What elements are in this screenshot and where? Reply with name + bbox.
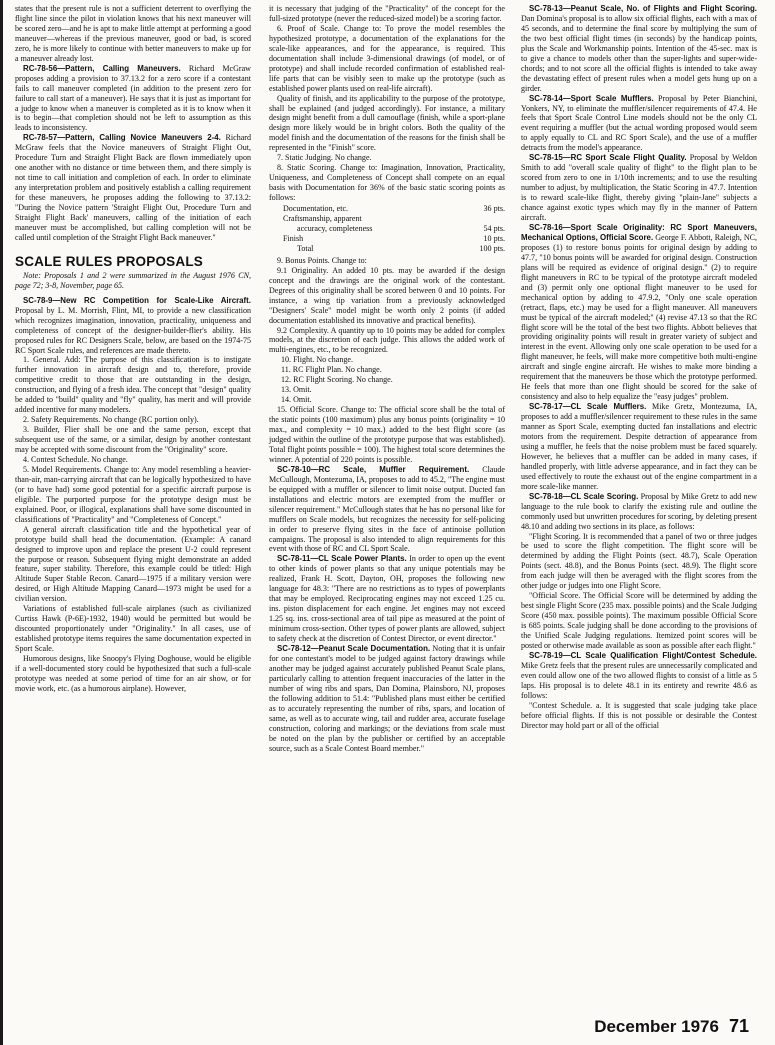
proposal-heading: SC-78-14—Sport Scale Mufflers. (529, 93, 654, 103)
paragraph: Humorous designs, like Snoopy's Flying Doghouse, would be eligible if a well-documented story could be hypothesized that such a full-scale prototype was needed at some period of time for an air show, or for movie work, etc. (as a humorous airplane). However, (15, 654, 251, 693)
paragraph: states that the present rule is not a sufficient deterrent to overflying the flight line since the pilot in violation knows that his next maneuver will be scored zero—and he is apt to make little attempt at performing a good maneuver—whereas if the previous maneuver, good or bad, is scored zero, he is more likely to continue with better maneuvers to make up for a maneuver already lost. (15, 4, 251, 63)
proposal-body: Mike Gretz, Montezuma, IA, proposes to add a muffler/silencer requirement to these rules in the same manner as Sport Scale, exempting ducted fan installations and electric motors from the requirement. Despite detraction of appearance from using a muffler, he feels that the noise problem must be faced squarely. However, he believes that a muffler can be added in many cases, if handled properly, with little adverse appearance, and in fact they can be used effectively to route the exhaust out of the engine compartment in a more scale-like manner. (521, 402, 757, 491)
paragraph: 9.1 Originality. An added 10 pts. may be awarded if the design concept and the drawings are the original work of the contestant. Degrees of this originality shall be scored between 0 and 10 points. For instance, a wing tip variation from a previously acknowledged "Designers' Scale" model might be worth only 2 points (if added documentation established its innovative and practical benefits). (269, 265, 505, 325)
paragraph: 4. Contest Schedule. No change. (23, 454, 128, 464)
proposal-body: Proposal by L. M. Morrish, Flint, MI, to provide a new classification which recognizes imagination, innovation, practicality, uniqueness and completeness of concept of the designer-builder-flier's ability. His proposed rules for RC Designers Scale, below, are based on the 1974-75 RC Sport Scale rules, and references are made thereto. (15, 305, 251, 355)
section-note: Note: Proposals 1 and 2 were summarized in the August 1976 CN, page 72; 3-8, November, page 65. (15, 270, 251, 290)
proposal-sc-78-12 (269, 644, 505, 753)
score-points: 10 pts. (483, 233, 505, 243)
score-label: accuracy, completeness (297, 223, 373, 233)
paragraph: 6. Proof of Scale. Change to: To prove the model resembles the hypothesized prototype, a documentation of the explanations for the scale-like appearances, and for the appearance, is required. This documentation shall include 3-dimensional drawings (of model, or of prototype) and shall include recorded confirmation of established real-life parts that can be visibly seen to make up the prototype (such as established power plants used on real-life aircraft). (269, 23, 505, 93)
proposal-heading: SC-78-18—CL Scale Scoring. (529, 491, 639, 501)
proposal-sc-78-15 (521, 153, 757, 223)
proposal-body: Dan Domina's proposal is to allow six official flights, each with a max of 45 seconds, and to determine the final score by multiplying the sum of the two best official flight times (in seconds) by the handicap points, plus the Scale and Workmanship points. Intention of the 45-sec. max is to give a chance to models other than the super-lights and super-wide-chords; and to not score all the official flights is intended to take away the devastating effect of present rules when a model gets hung up on a girder. (521, 13, 757, 93)
proposal-heading: RC-78-57—Pattern, Calling Novice Maneuvers 2-4. (23, 133, 221, 143)
column-1 (15, 4, 251, 694)
paragraph: 7. Static Judging. No change. (277, 153, 372, 163)
table-row (269, 244, 505, 254)
proposal-sc-78-11 (269, 554, 505, 644)
proposal-body: Proposal by Peter Bianchini, Yonkers, NY, to eliminate the muffler/silencer requirements of 47.4. He feels that Sport Scale Control Line models should not be the only CL event requiring a muffler (but the actual wording proposed would seem to apply equally to CL and RC Sport Scale), and the use of a muffler detracts from the model's appearance. (521, 93, 757, 153)
proposal-sc-78-14 (521, 94, 757, 154)
page-number: 71 (728, 1016, 749, 1036)
paragraph: 8. Static Scoring. Change to: Imagination, Innovation, Practicality, Uniqueness, and Completeness of Concept shall compete on an equal basis with Documentation for 36% of the basic static scoring points as follows: (269, 163, 505, 203)
issue-date: December 1976 (594, 1017, 719, 1036)
paragraph: Quality of finish, and its applicability to the purpose of the prototype, shall be explained (and judged accordingly). For instance, a military design might benefit from a dull camouflage (finish, while a sport-plane design more likely would be in bright colors. Both the quality of the model finish and the documentation of the reasons for the finish shall be represented in the "Finish" score. (269, 93, 505, 153)
list-item: 11. RC Flight Plan. No change. (281, 365, 382, 375)
table-row (269, 234, 505, 244)
paragraph: 9.2 Complexity. A quantity up to 10 points may be added for complex models, at the discretion of each judge. This allows the added work of multi-engines, etc., to be recognized. (269, 325, 505, 355)
list-item: 12. RC Flight Scoring. No change. (281, 375, 393, 385)
list-item: 10. Flight. No change. (281, 355, 353, 365)
paragraph: 5. Model Requirements. Change to: Any model resembling a heavier-than-air, man-carrying aircraft that can be logically hypothesized to have (or to have had) some good potential for a specific aircraft purpose is eligible. The purported purpose for the prototype design must be explained. Poor, or illogical, explanations shall have some discounted in classifications of "Practicality" and "Completeness of Concept." (15, 464, 251, 524)
proposal-sc-78-10 (269, 465, 505, 555)
table-row (269, 204, 505, 214)
paragraph: 2. Safety Requirements. No change (RC portion only). (23, 415, 199, 425)
proposal-rc-78-56 (15, 64, 251, 134)
proposal-heading: RC-78-56—Pattern, Calling Maneuvers. (23, 63, 181, 73)
proposal-sc-78-13 (521, 4, 757, 94)
paragraph: A general aircraft classification title and the hypothetical year of prototype build shall head the documentation. (Example: A canard designed to improve upon and replace the present U-2 could represent the purpose or reason. Subsequent flying might demonstrate an added feature, super stability. Therefore, this example could be titled: High Altitude Super Stable Recon. Canard—1975 if a military version were desired, or High Altitude Mapping Canard—1973 might be used for a civilian version. (15, 524, 251, 604)
proposal-sc-78-16 (521, 223, 757, 402)
paragraph: "Flight Scoring. It is recommended that a panel of two or three judges be used to score the flight competition. The flight score will be determined by adding the Flight Points (sect. 48.7), Scale Operation Points (sect. 48.8), and the Bonus Points (sect. 48.9). The flight score from each judge will then be averaged with the flight scores from the other judge or judges into one Flight Score. (521, 531, 757, 591)
score-label: Documentation, etc. (283, 204, 349, 214)
proposal-heading: SC-78-13—Peanut Scale, No. of Flights and Flight Scoring. (529, 4, 757, 13)
page-footer (594, 1016, 749, 1037)
paragraph: 3. Builder, Flier shall be one and the same person, except that subsequent use of the same, or a similar, design by another contestant may be accepted with some discount from the "Originality" score. (15, 425, 251, 455)
proposal-body: Richard McGraw proposes adding a provision to 37.13.2 for a zero score if a contestant fails to call maneuver completed (in addition to the present zero for failure to call start of a maneuver). He says that it is just as important for a judge to know when a maneuver is completed as it is to know when it is to begin—that completion should not be left to assumption as this leads to inconsistency. (15, 63, 251, 133)
proposal-body: Richard McGraw feels that the Novice maneuvers of Straight Flight Out, Procedure Turn and Straight Flight Back are flown immediately upon one another with no distance or time between them, and there simply is not time to call initiation and completion of each. In order to eliminate any interpretation problem and positively establish a calling requirement for these maneuvers, he proposes adding the following to 37.13.2: "During the Novice pattern 'Straight Flight Out, Procedure Turn and Straight Flight Back' maneuvers, calling of the initiation of each maneuver must be accomplished, but calling completion will not be called until completion of the Straight Flight Back maneuver." (15, 133, 251, 242)
column-2 (269, 4, 505, 753)
proposal-sc-78-17 (521, 402, 757, 492)
proposal-heading: SC-78-19—CL Scale Qualification Flight/Contest Schedule. (529, 650, 757, 660)
paragraph: 15. Official Score. Change to: The official score shall be the total of the static points (100 maximum) plus any bonus points (originality = 10 max., and complexity = 10 max.) added to the best flight score (as judged within the outline of the prototype purpose that was established). Total flight points possible = 100). The highest total score determines the winner. A potential of 220 points is possible. (269, 405, 505, 464)
proposal-body: Proposal by Mike Gretz to add new language to the rule book to clarify the existing rule and outline the commonly used but unwritten procedures for scoring, by deleting present 48.10 and adding two sections in its place, as follows: (521, 491, 757, 531)
proposal-sc-78-18 (521, 492, 757, 532)
score-points: 36 pts. (483, 204, 505, 214)
score-points: 54 pts. (483, 223, 505, 233)
proposal-heading: SC-78-17—CL Scale Mufflers. (529, 402, 647, 412)
proposal-body: Proposal by Weldon Smith to add "overall scale quality of flight" to the flight plan to be scored from zero to one in 1/10th increments; and to use the resulting number to adjust, by multiplication, the Static Scoring in 47.7. Intention is to reward scale-like flight, thereby giving "plain-Jane" subjects a chance against exotic types which may fly in the manner of Pattern aircraft. (521, 153, 758, 223)
proposal-body: Mike Gretz feels that the present rules are unnecessarily complicated and even could allow one of the two allowed flights to consist of a little as 5 laps. His proposal is to delete 48.1 in its entirety and rewrite 48.6 as follows: (521, 660, 757, 700)
proposal-sc-78-19 (521, 651, 757, 701)
score-label: Total (297, 243, 314, 253)
paragraph: Variations of established full-scale airplanes (such as civilianized Curtiss Hawk (P-6E)-1932, 1940) would be permitted but would be discounted proportionately under "Originality." In all cases, use of established prototype items requires the same documentation expected in Sport Scale. (15, 604, 251, 654)
proposal-heading: SC-78-9—New RC Competition for Scale-Like Aircraft. (23, 295, 251, 305)
score-points: 100 pts. (479, 243, 505, 253)
proposal-body: Noting that it is unfair for one contestant's model to be judged against factory drawings while another may be judged against accurately published Peanut Scale plans, particularly calling to attention frequent inaccuracies of the latter in the number of wing ribs and spars, Dan Domina, Plainsboro, NJ, proposes the following addition to 51.4: "Published plans must either be certified as to accurately representing the number of ribs, spars, and location of same, as well as to accurate wing, tail and rudder area, accurate fuselage construction, coloring and markings; or the deviations from scale must be noted on the plan by the publisher or certified by an acceptable source, such as a Scale Contest Board member." (269, 644, 506, 753)
paragraph: 1. General. Add: The purpose of this classification is to instigate further innovation in aircraft design and to, therefore, provide competitive credit to those that are outstanding in the design, construction, and flying of a fresh idea. The concept that "design" quality be added to "build" quality and "fly" quality, has merit and will provide added incentive for many modelers. (15, 355, 251, 415)
paragraph: it is necessary that judging of the "Practicality" of the concept for the full-sized prototype (never the reduced-sized model) be a scoring factor. (269, 4, 505, 23)
section-title: SCALE RULES PROPOSALS (15, 253, 203, 269)
list-item: 13. Omit. (281, 385, 312, 395)
score-label: Finish (283, 233, 304, 243)
column-3 (521, 4, 757, 731)
proposal-sc-78-9 (15, 296, 251, 356)
paragraph: "Contest Schedule. a. It is suggested that scale judging take place before official flights. If this is not possible or desirable the Contest Director may hold part or all of the official (521, 700, 757, 730)
proposal-heading: SC-78-12—Peanut Scale Documentation. (277, 644, 431, 653)
proposal-rc-78-57 (15, 133, 251, 242)
paragraph: 9. Bonus Points. Change to: (277, 255, 367, 265)
static-scoring-table (269, 204, 505, 254)
table-row (269, 214, 505, 224)
proposal-body: George F. Abbott, Raleigh, NC, proposes (1) to restore bonus points for original design by adding to 47.7, "10 bonus points will be awarded for original design. Construction plans will be required as evidence of original design." (2) to require flight maneuvers in RC to be typical of the prototype aircraft modeled and (3) permit only one optional flight maneuver to be used for mechanical option by adding to 47.9.2, "Only one scale operation (retract, flaps, etc.) may be used for a flight maneuver. All maneuvers must be typical of the aircraft modeled;" (4) revise 47.13 so that the RC flight score will be the total of the best two flights. Abbott believes that providing originality points will result in greater variety of subject and interest in the event. Allowing only one scale operation to be used for a flight maneuver, he feels, will make more competitive both multi-engine aircraft and single engine aircraft. He wishes to make more binding a requirement that the maneuvers be those which the prototype performed. He feels that more than one flight should be scored for the sake of consistency and also to help equalize the "easy judges" problem. (521, 232, 758, 402)
proposal-heading: SC-78-10—RC Scale, Muffler Requirement. (277, 464, 470, 474)
proposal-heading: SC-78-11—CL Scale Power Plants. (277, 554, 407, 564)
score-label: Craftsmanship, apparent (283, 214, 362, 224)
paragraph: "Official Score. The Official Score will be determined by adding the best single Flight Score (235 max. possible points) and the Scale Judging Score (450 max. possible points). The maximum possible Official Score is 685 points. Scale judging shall be done according to the provisions of the Unified Scale Judging regulations. Itemized point scores will be posted or otherwise made available as soon as possible after each flight." (521, 591, 757, 650)
list-item: 14. Omit. (281, 395, 312, 405)
proposal-heading: SC-78-16—Sport Scale Originality: RC Sport Maneuvers, Mechanical Options, Official Score. (521, 222, 757, 242)
score-points (458, 214, 505, 224)
table-row (269, 224, 505, 234)
proposal-body: In order to open up the event to other kinds of power plants so that any unique potentials may be realized, Frank H. Scott, Dayton, OH, proposes the following new language for 48.3: "There are no restrictions as to types of powerplants that may be employed. Reciprocating engines may not exceed 1.25 cu. ins. piston displacement for each engine. Jet engines may not exceed 1.25 sq. ins. cross-sectional area of tail pipe as measured at the point of minimum cross-section. Other types of power plants are allowed, subject to safety check at the discretion of Contest Director, or event director." (269, 554, 506, 644)
proposal-body: Claude McCullough, Montezuma, IA, proposes to add to 45.2, "The engine must be equipped with a muffler or silencer to limit noise output. Ducted fan installations and electric motors are exempted from the muffler or silencer requirement." McCullough states that he has no personal like for mufflers on Scale models, but recognizes the necessity for self-policing in order to preserve flying sites in the face of antinoise pollution campaigns. The proposal is also intended to align requirements for this event with those of RC and CL Sport Scale. (269, 464, 505, 554)
proposal-heading: SC-78-15—RC Sport Scale Flight Quality. (529, 153, 687, 163)
